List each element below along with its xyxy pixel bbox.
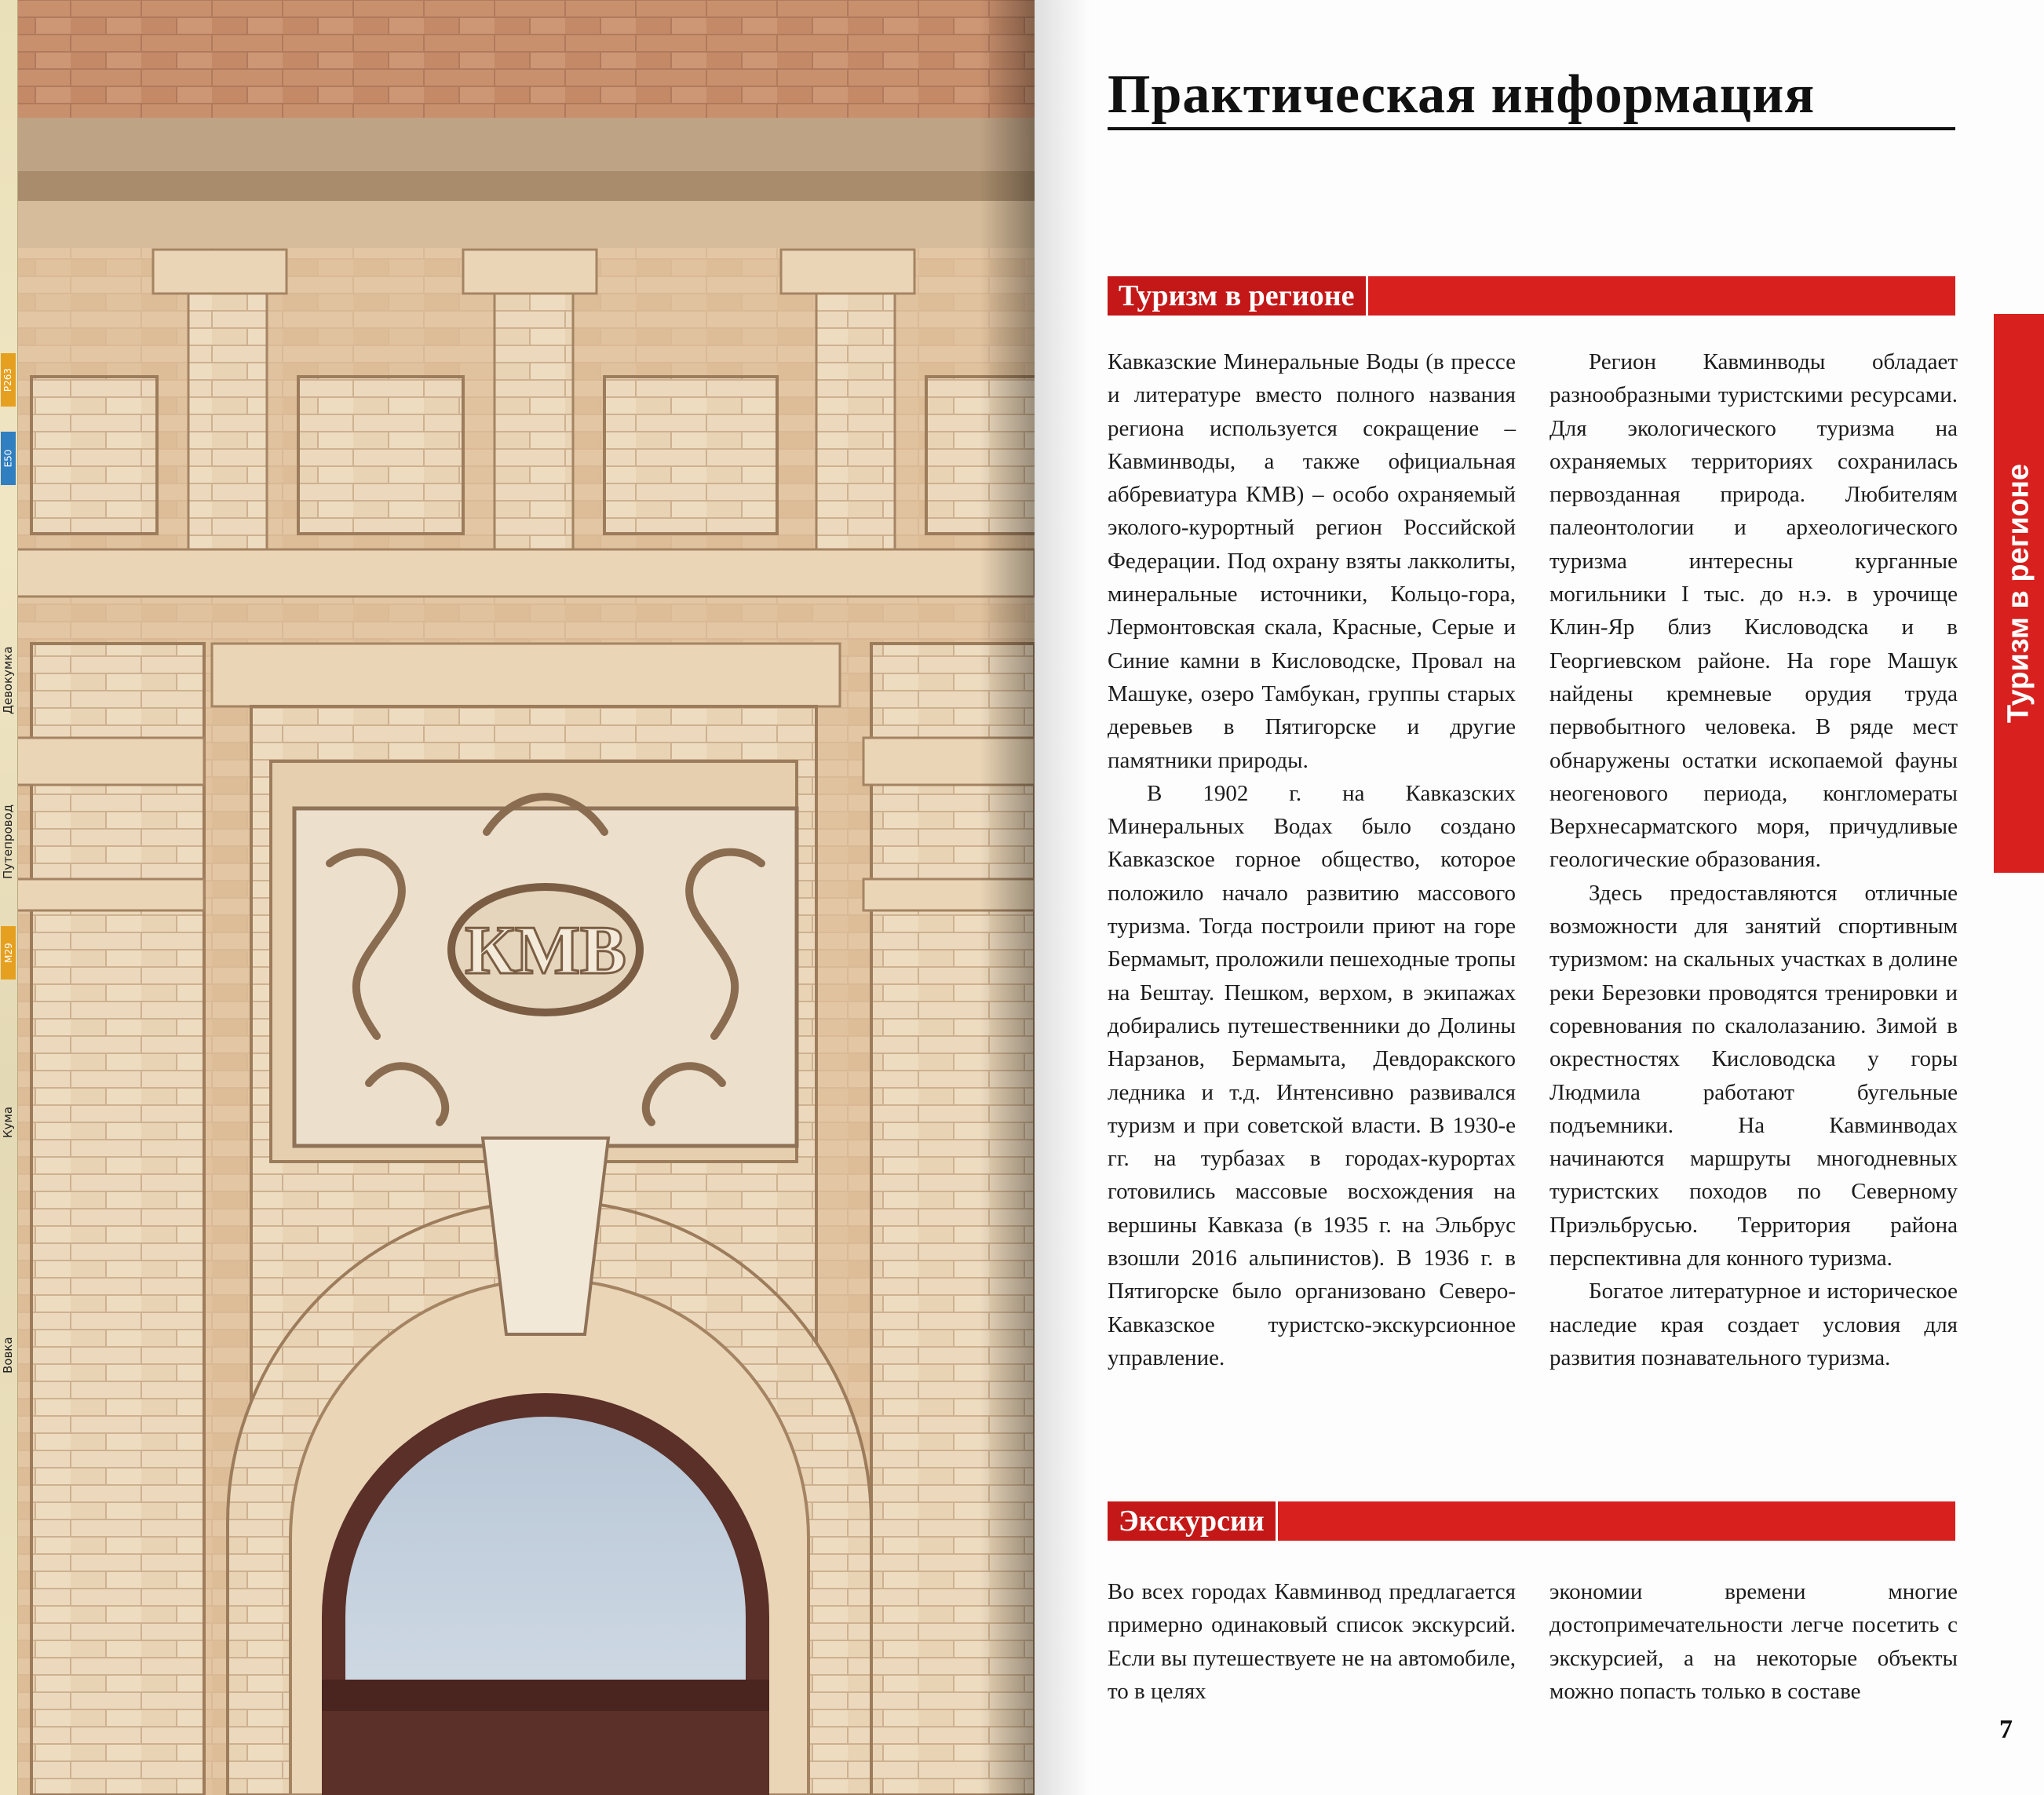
paragraph: Здесь предоставляются отличные возможности для занятий спортивным туризмом: на скальных участках в долине реки Березовки проводятся тренировки и соревнования по скалолазанию. Зимой в окрестностях Кисловодска у горы Людмила работают бугельные подъемники. На Кавминводах начинаются маршруты многодневных туристских походов по Северному Приэльбрусью. Территория района перспективна для конного туризма. — [1549, 880, 1958, 1271]
paragraph: Кавказские Минеральные Воды (в прессе и литературе вместо полного названия региона используется сокращение – Кавминводы, а также официальная аббревиатура КМВ) – особо охраняемый эколого-курортный регион Российской Федерации. Под охрану взяты лакколиты, минеральные источники, Кольцо-гора, Лермонтовская скала, Красные, Серые и Синие камни в Кисловодске, Провал на Машуке, озеро Тамбукан, группы старых деревьев в Пятигорске и другие памятники природы. — [1108, 349, 1516, 773]
road-badge: E50 — [1, 432, 16, 485]
page-gutter-shadow — [980, 0, 1035, 1795]
section-heading: Экскурсии — [1108, 1501, 1278, 1541]
text-column-right — [1549, 1575, 1958, 1708]
map-label: Путепровод — [1, 804, 15, 879]
title-rule — [1108, 127, 1955, 130]
section-heading-bar — [1108, 276, 1955, 316]
text-column-left — [1108, 345, 1516, 1374]
page-number: 7 — [1999, 1715, 2013, 1744]
side-tab — [1994, 314, 2044, 873]
paragraph: экономии времени многие достопримечательности легче посетить с экскурсией, а на некоторые объекты можно попасть только в составе — [1549, 1579, 1958, 1704]
emblem-text: КМВ — [465, 913, 626, 989]
map-label: Кума — [1, 1106, 15, 1138]
paragraph: Богатое литературное и историческое наследие края создает условия для развития познавательного туризма. — [1549, 1279, 1958, 1370]
page-gutter-shadow — [1035, 0, 1090, 1795]
road-badge: P263 — [1, 353, 16, 407]
text-page — [1035, 0, 2044, 1795]
side-tab-label: Туризм в регионе — [2002, 463, 2035, 724]
paragraph: Во всех городах Кавминвод предлагается примерно одинаковый список экскурсий. Если вы путешествуете не на автомобиле, то в целях — [1108, 1579, 1516, 1704]
text-column-left — [1108, 1575, 1516, 1708]
map-strip — [0, 0, 18, 1795]
paragraph: В 1902 г. на Кавказских Минеральных Водах было создано Кавказское горное общество, которое положило начало развитию массового туризма. Тогда построили приют на горе Бермамыт, проложили пешеходные тропы на Бештау. Пешком, верхом, в экипажах добирались путешественники до Долины Нарзанов, Бермамыта, Девдоракского ледника и т.д. Интенсивно развивался туризм и при советской власти. В 1930-е гг. на турбазах в городах-курортах готовились массовые восхождения на вершины Кавказа (в 1935 г. на Эльбрус взошли 2016 альпинистов). В 1936 г. в Пятигорске было организовано Северо-Кавказское туристско-экскурсионное управление. — [1108, 780, 1516, 1370]
text-column-right — [1549, 345, 1958, 1374]
map-label: Девокумка — [1, 646, 15, 714]
page-title: Практическая информация — [1108, 64, 1816, 125]
map-label: Вовка — [1, 1337, 15, 1374]
road-badge: M29 — [1, 926, 16, 980]
section-heading-bar — [1108, 1501, 1955, 1541]
paragraph: Регион Кавминводы обладает разнообразными туристскими ресурсами. Для экологического туризма на охраняемых территориях сохранилась первозданная природа. Любителям палеонтологии и археологического туризма интересны курганные могильники I тыс. до н.э. в урочище Клин-Яр близ Кисловодска и в Георгиевском районе. На горе Машук найдены кремневые орудия труда первобытного человека. В ряде мест обнаружены остатки ископаемой фауны неогенового периода, конгломераты Верхнесарматского моря, причудливые геологические образования. — [1549, 349, 1958, 873]
section-heading: Туризм в регионе — [1108, 276, 1368, 316]
